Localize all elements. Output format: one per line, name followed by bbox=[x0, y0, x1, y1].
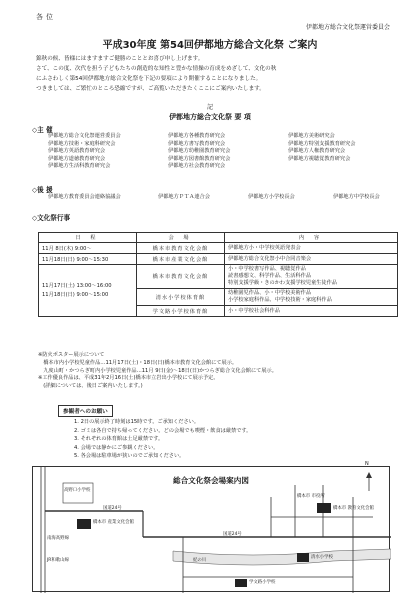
north-label: N bbox=[365, 461, 369, 467]
request-item: 1. 2日の展示終了時刻は15時です。ご承知ください。 bbox=[74, 419, 200, 425]
intro-text bbox=[32, 54, 392, 94]
kamuro-label: 学文路小学校 bbox=[249, 580, 276, 585]
sponsor-item: 伊都地方視聴覚教育研究会 bbox=[288, 155, 351, 162]
row-desc bbox=[225, 265, 398, 289]
outline-title: 伊都地方総合文化祭 要 項 bbox=[169, 113, 251, 121]
intro-line: さて、この度、次代を担う子どもたちの創造的な知性と豊かな情操の育成をめざして、文化の秋 bbox=[36, 66, 277, 72]
shiyakusho-label: 橋本市 市役所 bbox=[297, 494, 325, 499]
sponsor-item: 伊都地方図書館教育研究会 bbox=[168, 155, 231, 162]
desc-line: 小・中学校書写作品、視聴覚作品 bbox=[228, 266, 306, 272]
support-item: 伊都地方教育委員会連絡協議会 bbox=[48, 194, 121, 200]
table-row bbox=[39, 254, 398, 265]
sponsor-item: 伊都地方書写教育研究会 bbox=[168, 140, 226, 147]
support-list bbox=[48, 194, 398, 204]
sponsor-item: 伊都地方総合文化祭運営委員会 bbox=[48, 133, 121, 139]
support-item: 伊都地方ＰＴＡ連合会 bbox=[158, 194, 210, 200]
route24-label-left: 国道24号 bbox=[103, 506, 122, 511]
row-desc bbox=[225, 289, 398, 306]
row-venue: 橋本市教育文化会館 bbox=[137, 265, 225, 289]
header-content: 内 容 bbox=[225, 233, 398, 243]
events-heading: ◇文化祭行事 bbox=[32, 214, 71, 222]
note-line: ※防火ポスター展示について bbox=[38, 352, 105, 358]
desc-line: 小・中学校社会科作品 bbox=[228, 307, 280, 314]
note-line: ※工作優良作品は、平成31年2月16日(土)橋本市立岩出小学校にて展示予定。 bbox=[38, 375, 219, 382]
sender-line: 伊都地方総合文化祭運営委員会 bbox=[305, 24, 390, 31]
kyoiku-building bbox=[317, 503, 331, 513]
requests-label: 参観者へのお願い bbox=[58, 405, 113, 417]
row-date: 11月18日(日) 9:00～15:30 bbox=[39, 254, 137, 265]
sponsor-item: 伊都地方英語教育研究会 bbox=[48, 148, 106, 155]
sponsor-col-2 bbox=[168, 133, 230, 171]
desc-line: 伊都地方総合文化祭小中合同音楽会 bbox=[228, 255, 312, 262]
desc-line: 伊都地方小・中学校英語発表会 bbox=[228, 244, 301, 251]
intro-line: つきましては、ご繁忙のところ恐縮ですが、ご高覧いただきたくここにご案内いたします。 bbox=[36, 86, 265, 92]
sponsor-item: 伊都地方生活科教育研究会 bbox=[48, 163, 111, 170]
sponsor-heading: ◇主 催 bbox=[32, 126, 53, 134]
note-line: 橋本市内小学校児童作品…11月17日(土)・18日(日)橋本市教育文化会館にて展示。 bbox=[38, 359, 238, 366]
desc-line: 読書感想文、科学作品、生活科作品 bbox=[228, 273, 312, 279]
sponsor-item: 伊都地方特別支援教育研究会 bbox=[288, 140, 356, 147]
rail-label: 南海高野線 bbox=[47, 536, 69, 541]
notes-block bbox=[38, 352, 277, 391]
schedule-table bbox=[38, 232, 398, 317]
sponsor-col-3 bbox=[288, 133, 355, 163]
route24-label-right: 国道24号 bbox=[223, 532, 242, 537]
recipient-line: 各位 bbox=[36, 13, 56, 21]
sponsor-item: 伊都地方技術・家庭科研究会 bbox=[48, 140, 116, 147]
row-venue: 学文路小学校体育館 bbox=[137, 306, 225, 317]
station-box bbox=[63, 483, 93, 503]
row-desc bbox=[225, 254, 398, 265]
row-desc bbox=[225, 306, 398, 317]
row-date: 11月 8日(木) 9:00～ bbox=[39, 243, 137, 254]
sponsor-item: 伊都地方道徳教育研究会 bbox=[48, 155, 106, 162]
request-item: 5. 各会場は駐車場が狭いのでご承知ください。 bbox=[74, 453, 185, 460]
kyoiku-label: 橋本市 教育文化会館 bbox=[333, 506, 374, 511]
sponsor-item: 伊都地方美術研究会 bbox=[288, 133, 335, 139]
request-item: 3. それぞれの体育館は土足厳禁です。 bbox=[74, 436, 164, 443]
request-item: 2. ゴミは各自で持ち帰ってください。どの会場でも喫煙・飲食は厳禁です。 bbox=[74, 427, 252, 434]
shimizu-label: 清水小学校 bbox=[311, 555, 333, 560]
requests-list bbox=[74, 418, 251, 461]
header-date: 日 程 bbox=[39, 233, 137, 243]
sponsor-item: 伊都地方各種教育研究会 bbox=[168, 133, 226, 139]
note-line: (詳細については、後日ご案内いたします。) bbox=[38, 383, 143, 390]
request-item: 4. 会場では静かにご参観ください。 bbox=[74, 444, 159, 451]
station-label: 高野口小学校 bbox=[64, 488, 91, 493]
river-label: 紀の川 bbox=[193, 558, 207, 563]
support-item: 伊都地方小学校長会 bbox=[248, 194, 295, 200]
row-venue: 橋本市産業文化会館 bbox=[137, 254, 225, 265]
row-desc bbox=[225, 243, 398, 254]
north-arrow-head bbox=[366, 472, 372, 478]
sponsor-item: 伊都地方幼稚園教育研究会 bbox=[168, 148, 231, 155]
sponsor-col-1 bbox=[48, 133, 121, 171]
table-row bbox=[39, 243, 398, 254]
note-line: 九度山町・かつらぎ町内小学校児童作品…11月 9日(金)～18日(日)かつらぎ総合文化会館にて展示。 bbox=[38, 367, 277, 374]
shimizu-building bbox=[297, 553, 309, 562]
schedule-header-row bbox=[39, 233, 398, 243]
support-item: 伊都地方中学校長会 bbox=[333, 194, 380, 200]
intro-line: にふさわしく第54回伊都地方総合文化祭を下記の要項により開催することになりました。 bbox=[36, 76, 262, 82]
sponsor-item: 伊都地方人権教育研究会 bbox=[288, 148, 346, 155]
support-heading: ◇後 援 bbox=[32, 186, 53, 194]
row-date-multi: 11月17日(土) 13:00～16:00 11月18日(日) 9:00～15:00 bbox=[39, 265, 137, 317]
sangyo-building bbox=[77, 519, 91, 529]
map-title: 総合文化祭会場案内図 bbox=[173, 476, 249, 485]
row-venue: 橋本市教育文化会館 bbox=[137, 243, 225, 254]
desc-line: 特別支援学級・きのかわ支援学校児童生徒作品 bbox=[228, 280, 337, 286]
venue-map bbox=[32, 461, 390, 592]
sponsor-item: 伊都地方社会教育研究会 bbox=[168, 163, 226, 170]
desc-line: 幼稚園児作品、小・中学校美術作品 bbox=[228, 290, 312, 296]
row-venue: 清水小学校体育館 bbox=[137, 289, 225, 306]
kamuro-building bbox=[235, 579, 247, 587]
sponsor-list bbox=[48, 133, 398, 173]
desc-line: 小学校家庭科作品、中学校技術・家庭科作品 bbox=[228, 297, 332, 303]
table-row bbox=[39, 265, 398, 289]
intro-line: 錦秋の候、皆様にはますますご健勝のこととお喜び申し上げます。 bbox=[36, 56, 204, 62]
ki-mark: 記 bbox=[206, 104, 213, 111]
page-title: 平成30年度 第54回伊都地方総合文化祭 ご案内 bbox=[102, 40, 318, 51]
header-venue: 会 場 bbox=[137, 233, 225, 243]
sangyo-label: 橋本市 産業文化会館 bbox=[93, 520, 134, 525]
jr-label: JR和歌山線 bbox=[47, 558, 69, 563]
